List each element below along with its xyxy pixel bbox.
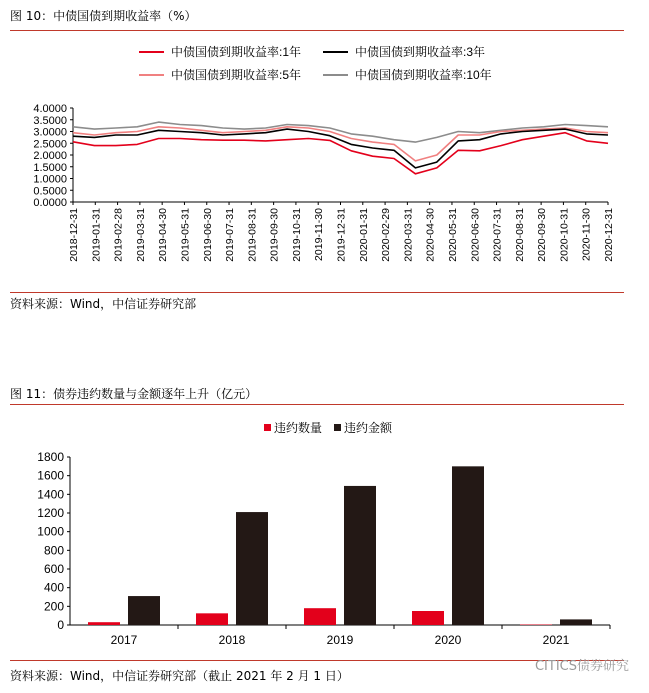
figure-10-title: 图 10：中债国债到期收益率（%） — [10, 9, 197, 23]
x-tick-label: 2020-03-31 — [402, 208, 415, 262]
x-tick-label: 2021 — [542, 633, 570, 647]
bar-bar_count-2019 — [304, 608, 336, 625]
y-tick-label: 1600 — [37, 468, 64, 483]
x-tick-label: 2019 — [326, 633, 354, 647]
x-tick-label: 2019-01-31 — [90, 208, 103, 262]
y-tick-label: 0 — [57, 618, 64, 632]
x-tick-label: 2020-05-31 — [446, 208, 459, 262]
default-bar-chart — [0, 408, 649, 660]
y-tick-label: 3.0000 — [33, 126, 67, 139]
y-tick-label: 1800 — [37, 450, 64, 464]
x-tick-label: 2019-03-31 — [134, 208, 147, 262]
figure-11-bottom-rule — [10, 660, 624, 661]
x-tick-label: 2019-02-28 — [112, 208, 125, 262]
bar-bar_amount-2018 — [236, 512, 268, 625]
x-tick-label: 2019-12-31 — [335, 208, 348, 262]
series-line-y1 — [73, 133, 608, 174]
legend-swatch-bar_amount — [334, 424, 341, 431]
x-tick-label: 2019-10-31 — [290, 208, 303, 262]
bar-bar_count-2020 — [412, 611, 444, 625]
y-tick-label: 400 — [43, 580, 64, 595]
y-tick-label: 1200 — [37, 506, 64, 520]
x-tick-label: 2020-06-30 — [469, 208, 482, 262]
y-tick-label: 0.5000 — [33, 185, 67, 198]
x-tick-label: 2019-05-31 — [179, 208, 192, 262]
figure-10-source: 资料来源：Wind，中信证券研究部 — [10, 297, 197, 311]
x-tick-label: 2019-11-30 — [313, 208, 326, 261]
watermark: CITICS债券研究 — [534, 659, 629, 674]
y-tick-label: 1400 — [37, 487, 64, 502]
y-tick-label: 2.5000 — [33, 138, 67, 151]
y-tick-label: 1.0000 — [33, 173, 67, 186]
x-tick-label: 2020-08-31 — [513, 208, 526, 262]
x-tick-label: 2017 — [110, 633, 138, 647]
y-tick-label: 4.0000 — [33, 103, 67, 115]
legend-swatch-bar_count — [264, 424, 271, 431]
y-tick-label: 0.0000 — [33, 197, 67, 209]
x-tick-label: 2020-04-30 — [424, 208, 437, 262]
yield-line-chart — [0, 32, 649, 292]
legend-label-y3: 中债国债到期收益率:3年 — [355, 45, 486, 59]
figure-11-top-rule — [10, 404, 624, 405]
bar-bar_amount-2020 — [452, 466, 484, 625]
figure-10-top-rule — [10, 30, 624, 31]
x-tick-label: 2018-12-31 — [68, 208, 80, 262]
bar-bar_amount-2019 — [344, 486, 376, 625]
legend-label-y10: 中债国债到期收益率:10年 — [355, 68, 492, 82]
bar-bar_count-2018 — [196, 613, 228, 625]
y-tick-label: 200 — [43, 599, 64, 614]
y-tick-label: 3.5000 — [33, 114, 67, 127]
bar-bar_amount-2021 — [560, 619, 592, 625]
legend-label-y5: 中债国债到期收益率:5年 — [171, 68, 302, 82]
y-tick-label: 1000 — [37, 524, 64, 539]
x-tick-label: 2020-12-31 — [603, 208, 615, 262]
bar-bar_count-2017 — [88, 622, 120, 625]
figure-10-bottom-rule — [10, 292, 624, 293]
x-tick-label: 2020-02-29 — [380, 208, 393, 262]
legend-label-bar_count: 违约数量 — [274, 421, 323, 435]
y-tick-label: 2.0000 — [33, 150, 67, 162]
y-tick-label: 800 — [43, 543, 64, 558]
x-tick-label: 2020-09-30 — [536, 208, 549, 262]
y-tick-label: 1.5000 — [33, 161, 67, 174]
x-tick-label: 2020-11-30 — [580, 208, 593, 261]
legend-label-y1: 中债国债到期收益率:1年 — [171, 45, 302, 59]
x-tick-label: 2020 — [434, 633, 462, 647]
bar-bar_amount-2017 — [128, 596, 160, 625]
figure-11-source: 资料来源：Wind，中信证券研究部（截止 2021 年 2 月 1 日） — [10, 669, 349, 683]
x-tick-label: 2019-09-30 — [268, 208, 281, 262]
legend-label-bar_amount: 违约金额 — [344, 421, 393, 435]
x-tick-label: 2019-04-30 — [157, 208, 170, 262]
x-tick-label: 2020-01-31 — [357, 208, 370, 262]
y-tick-label: 600 — [43, 562, 64, 576]
x-tick-label: 2019-07-31 — [224, 208, 237, 262]
x-tick-label: 2019-08-31 — [246, 207, 259, 262]
x-tick-label: 2018 — [218, 633, 246, 647]
x-tick-label: 2019-06-30 — [201, 208, 214, 262]
figure-11-title: 图 11：债券违约数量与金额逐年上升（亿元） — [10, 387, 258, 401]
x-tick-label: 2020-10-31 — [558, 208, 571, 262]
x-tick-label: 2020-07-31 — [491, 207, 504, 262]
